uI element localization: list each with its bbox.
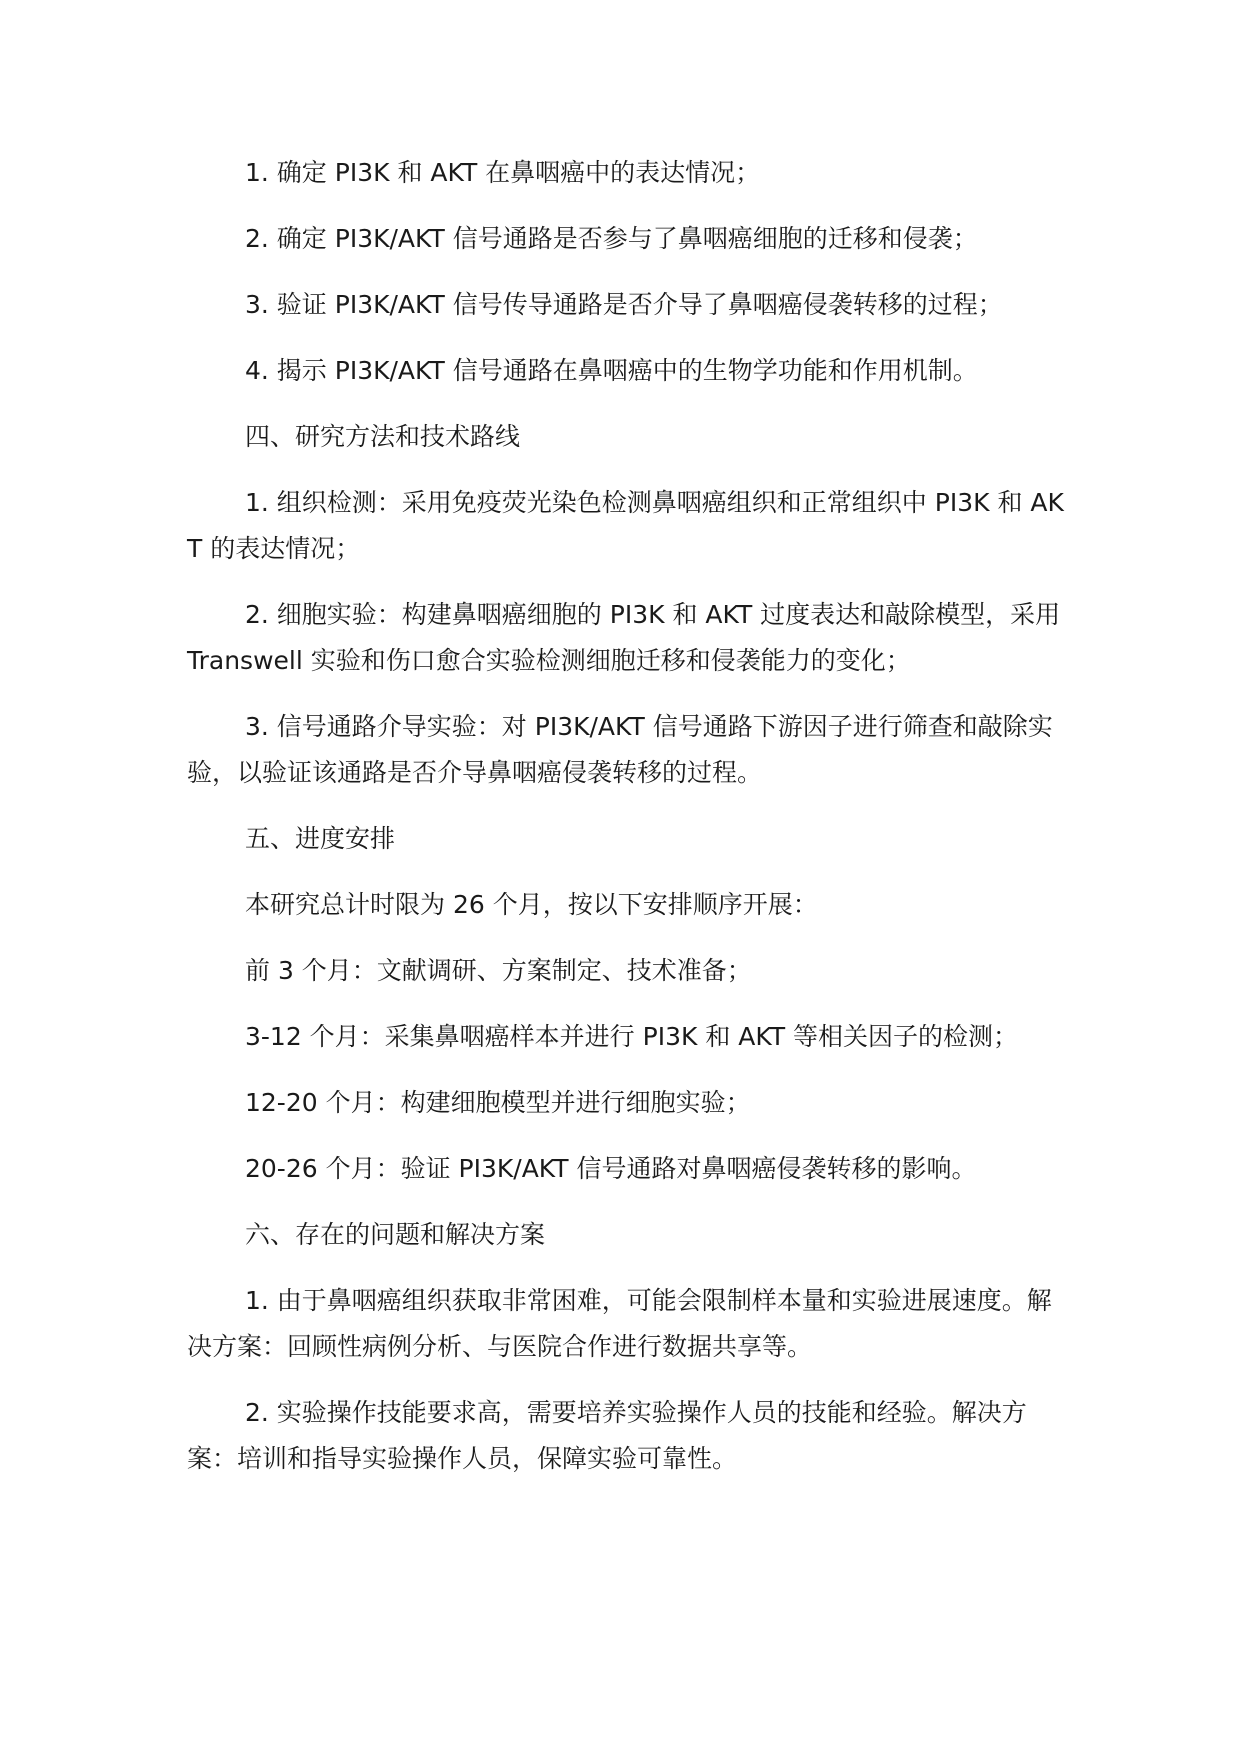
method-2: 2. 细胞实验：构建鼻咽癌细胞的 PI3K 和 AKT 过度表达和敲除模型，采用 Transwell 实验和伤口愈合实验检测细胞迁移和侵袭能力的变化；: [187, 600, 1061, 675]
section-heading-problems: 六、存在的问题和解决方案: [245, 1220, 546, 1249]
schedule-item-3: 12-20 个月：构建细胞模型并进行细胞实验；: [245, 1088, 751, 1117]
method-1: 1. 组织检测：采用免疫荧光染色检测鼻咽癌组织和正常组织中 PI3K 和 AKT 的表达情况；: [187, 488, 1064, 563]
schedule-item-1: 前 3 个月：文献调研、方案制定、技术准备；: [245, 956, 752, 985]
schedule-intro: 本研究总计时限为 26 个月，按以下安排顺序开展：: [245, 890, 818, 919]
objective-4: 4. 揭示 PI3K/AKT 信号通路在鼻咽癌中的生物学功能和作用机制。: [245, 356, 978, 385]
objective-3: 3. 验证 PI3K/AKT 信号传导通路是否介导了鼻咽癌侵袭转移的过程；: [245, 290, 1003, 319]
schedule-item-2: 3-12 个月：采集鼻咽癌样本并进行 PI3K 和 AKT 等相关因子的检测；: [245, 1022, 1019, 1051]
section-heading-schedule: 五、进度安排: [245, 824, 396, 853]
section-heading-methods: 四、研究方法和技术路线: [245, 422, 521, 451]
method-3: 3. 信号通路介导实验：对 PI3K/AKT 信号通路下游因子进行筛查和敲除实验，以验证该通路是否介导鼻咽癌侵袭转移的过程。: [187, 712, 1053, 787]
objective-2: 2. 确定 PI3K/AKT 信号通路是否参与了鼻咽癌细胞的迁移和侵袭；: [245, 224, 978, 253]
document-body: [187, 150, 1072, 1502]
schedule-item-4: 20-26 个月：验证 PI3K/AKT 信号通路对鼻咽癌侵袭转移的影响。: [245, 1154, 977, 1183]
problem-1: 1. 由于鼻咽癌组织获取非常困难，可能会限制样本量和实验进展速度。解决方案：回顾性病例分析、与医院合作进行数据共享等。: [187, 1286, 1052, 1361]
problem-2: 2. 实验操作技能要求高，需要培养实验操作人员的技能和经验。解决方案：培训和指导实验操作人员，保障实验可靠性。: [187, 1398, 1027, 1473]
objective-1: 1. 确定 PI3K 和 AKT 在鼻咽癌中的表达情况；: [245, 158, 761, 187]
